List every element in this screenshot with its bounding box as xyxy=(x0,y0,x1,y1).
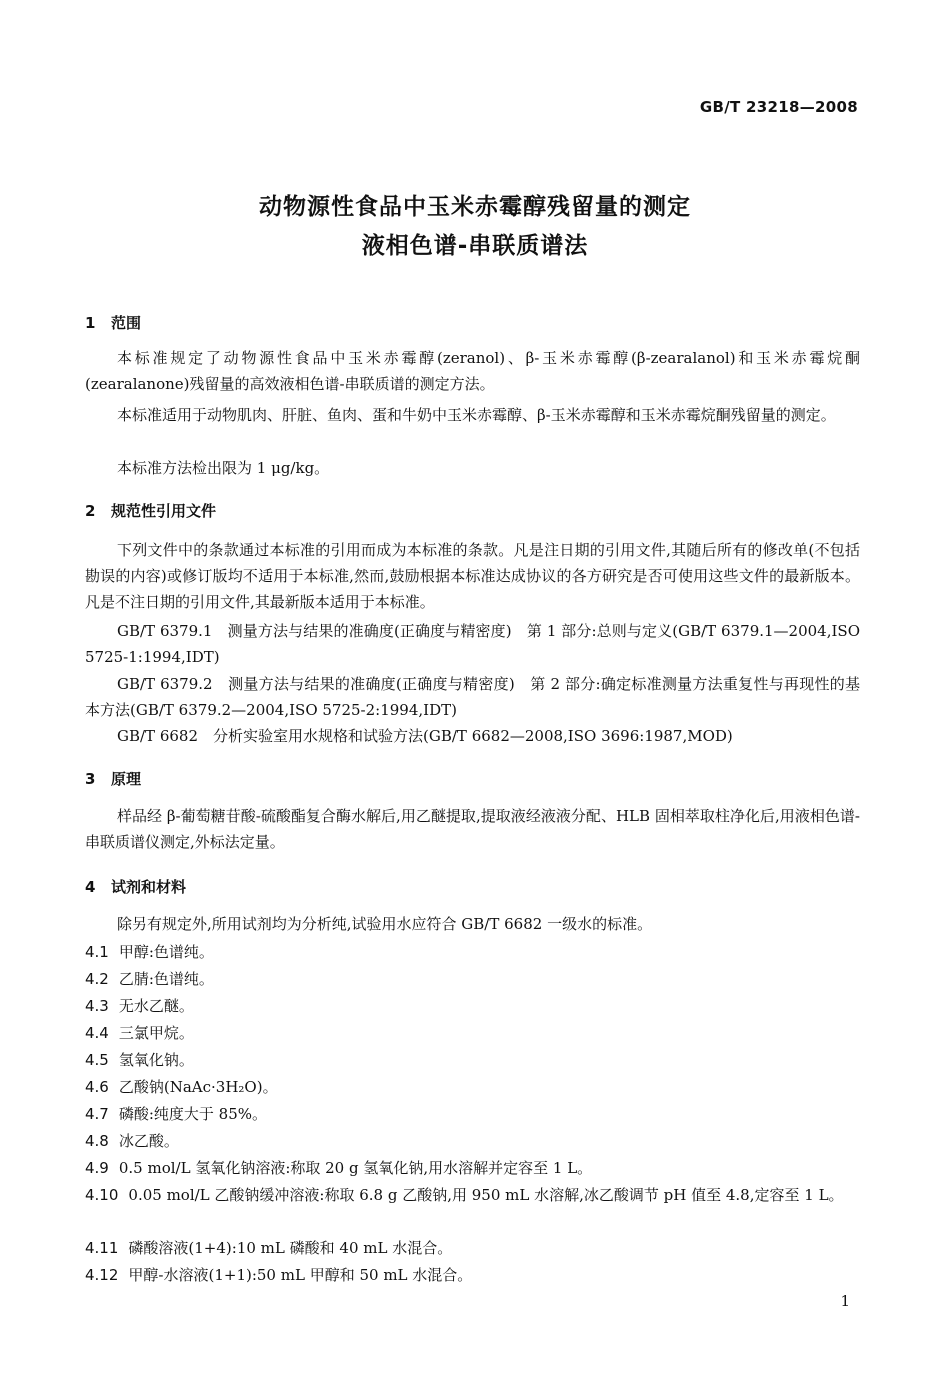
reagent-item xyxy=(85,1182,860,1208)
section-heading-normative-references xyxy=(85,500,216,521)
item-text: 0.05 mol/L 乙酸钠缓冲溶液:称取 6.8 g 乙酸钠,用 950 mL 水溶解,冰乙酸调节 pH 值至 4.8,定容至 1 L。 xyxy=(128,1186,844,1204)
reagent-item xyxy=(85,1047,860,1073)
item-number: 4.7 xyxy=(85,1105,109,1123)
item-text: 三氯甲烷。 xyxy=(118,1024,194,1042)
reagent-item xyxy=(85,966,860,992)
item-text: 磷酸溶液(1+4):10 mL 磷酸和 40 mL 水混合。 xyxy=(128,1239,453,1257)
reagent-item xyxy=(85,1101,860,1127)
item-number: 4.8 xyxy=(85,1132,109,1150)
reagent-item xyxy=(85,1262,860,1288)
item-text: 乙腈:色谱纯。 xyxy=(118,970,214,988)
section-number: 2 xyxy=(85,502,96,520)
section-heading-reagents xyxy=(85,876,186,897)
item-text: 乙酸钠(NaAc·3H₂O)。 xyxy=(118,1078,278,1096)
item-text: 0.5 mol/L 氢氧化钠溶液:称取 20 g 氢氧化钠,用水溶解并定容至 1 L。 xyxy=(118,1159,593,1177)
section-heading-scope xyxy=(85,312,141,333)
item-text: 无水乙醚。 xyxy=(118,997,194,1015)
item-number: 4.5 xyxy=(85,1051,109,1069)
section-number: 4 xyxy=(85,878,96,896)
section-title: 规范性引用文件 xyxy=(111,502,217,520)
reagent-item xyxy=(85,1074,860,1100)
reference-gbt6379-1: GB/T 6379.1 测量方法与结果的准确度(正确度与精密度) 第 1 部分:总则与定义(GB/T 6379.1—2004,ISO 5725-1:1994,IDT) xyxy=(85,622,860,666)
section-title: 原理 xyxy=(111,770,142,788)
section-number: 3 xyxy=(85,770,96,788)
item-text: 甲醇-水溶液(1+1):50 mL 甲醇和 50 mL 水混合。 xyxy=(128,1266,473,1284)
item-number: 4.2 xyxy=(85,970,109,988)
item-number: 4.3 xyxy=(85,997,109,1015)
scope-paragraph-1: 本标准规定了动物源性食品中玉米赤霉醇(zeranol)、β-玉米赤霉醇(β-zearalanol)和玉米赤霉烷酮(zearalanone)残留量的高效液相色谱-串联质谱的测定方法。 xyxy=(85,349,860,393)
reference-gbt6379-2: GB/T 6379.2 测量方法与结果的准确度(正确度与精密度) 第 2 部分:确定标准测量方法重复性与再现性的基本方法(GB/T 6379.2—2004,ISO 5725-2:1994,IDT) xyxy=(85,675,860,719)
section-heading-principle xyxy=(85,768,141,789)
scope-paragraph-2: 本标准适用于动物肌肉、肝脏、鱼肉、蛋和牛奶中玉米赤霉醇、β-玉米赤霉醇和玉米赤霉烷酮残留量的测定。 xyxy=(117,406,836,424)
reagent-item xyxy=(85,993,860,1019)
item-number: 4.12 xyxy=(85,1266,119,1284)
scope-paragraph-3: 本标准方法检出限为 1 μg/kg。 xyxy=(117,459,330,477)
reagent-item xyxy=(85,1128,860,1154)
document-title: 动物源性食品中玉米赤霉醇残留量的测定 xyxy=(259,194,691,220)
item-text: 冰乙酸。 xyxy=(118,1132,179,1150)
section-title: 范围 xyxy=(111,314,142,332)
references-paragraph: 下列文件中的条款通过本标准的引用而成为本标准的条款。凡是注日期的引用文件,其随后所有的修改单(不包括勘误的内容)或修订版均不适用于本标准,然而,鼓励根据本标准达成协议的各方研究是否可使用这些文件的最新版本。凡是不注日期的引用文件,其最新版本适用于本标准。 xyxy=(85,541,860,611)
item-number: 4.9 xyxy=(85,1159,109,1177)
item-number: 4.1 xyxy=(85,943,109,961)
reference-gbt6682: GB/T 6682 分析实验室用水规格和试验方法(GB/T 6682—2008,ISO 3696:1987,MOD) xyxy=(117,727,733,745)
item-number: 4.6 xyxy=(85,1078,109,1096)
item-text: 磷酸:纯度大于 85%。 xyxy=(118,1105,268,1123)
item-number: 4.4 xyxy=(85,1024,109,1042)
section-title: 试剂和材料 xyxy=(111,878,187,896)
reagents-paragraph: 除另有规定外,所用试剂均为分析纯,试验用水应符合 GB/T 6682 一级水的标准。 xyxy=(117,915,653,933)
page-number: 1 xyxy=(840,1292,850,1310)
section-number: 1 xyxy=(85,314,96,332)
item-number: 4.10 xyxy=(85,1186,119,1204)
item-text: 甲醇:色谱纯。 xyxy=(118,943,214,961)
document-subtitle: 液相色谱-串联质谱法 xyxy=(361,233,589,259)
item-number: 4.11 xyxy=(85,1239,119,1257)
reagent-item xyxy=(85,939,860,965)
item-text: 氢氧化钠。 xyxy=(118,1051,194,1069)
reagent-item xyxy=(85,1020,860,1046)
standard-number: GB/T 23218—2008 xyxy=(699,98,858,116)
reagent-item xyxy=(85,1235,860,1261)
principle-paragraph: 样品经 β-葡萄糖苷酸-硫酸酯复合酶水解后,用乙醚提取,提取液经液液分配、HLB 固相萃取柱净化后,用液相色谱-串联质谱仪测定,外标法定量。 xyxy=(85,807,860,851)
reagent-item xyxy=(85,1155,860,1181)
